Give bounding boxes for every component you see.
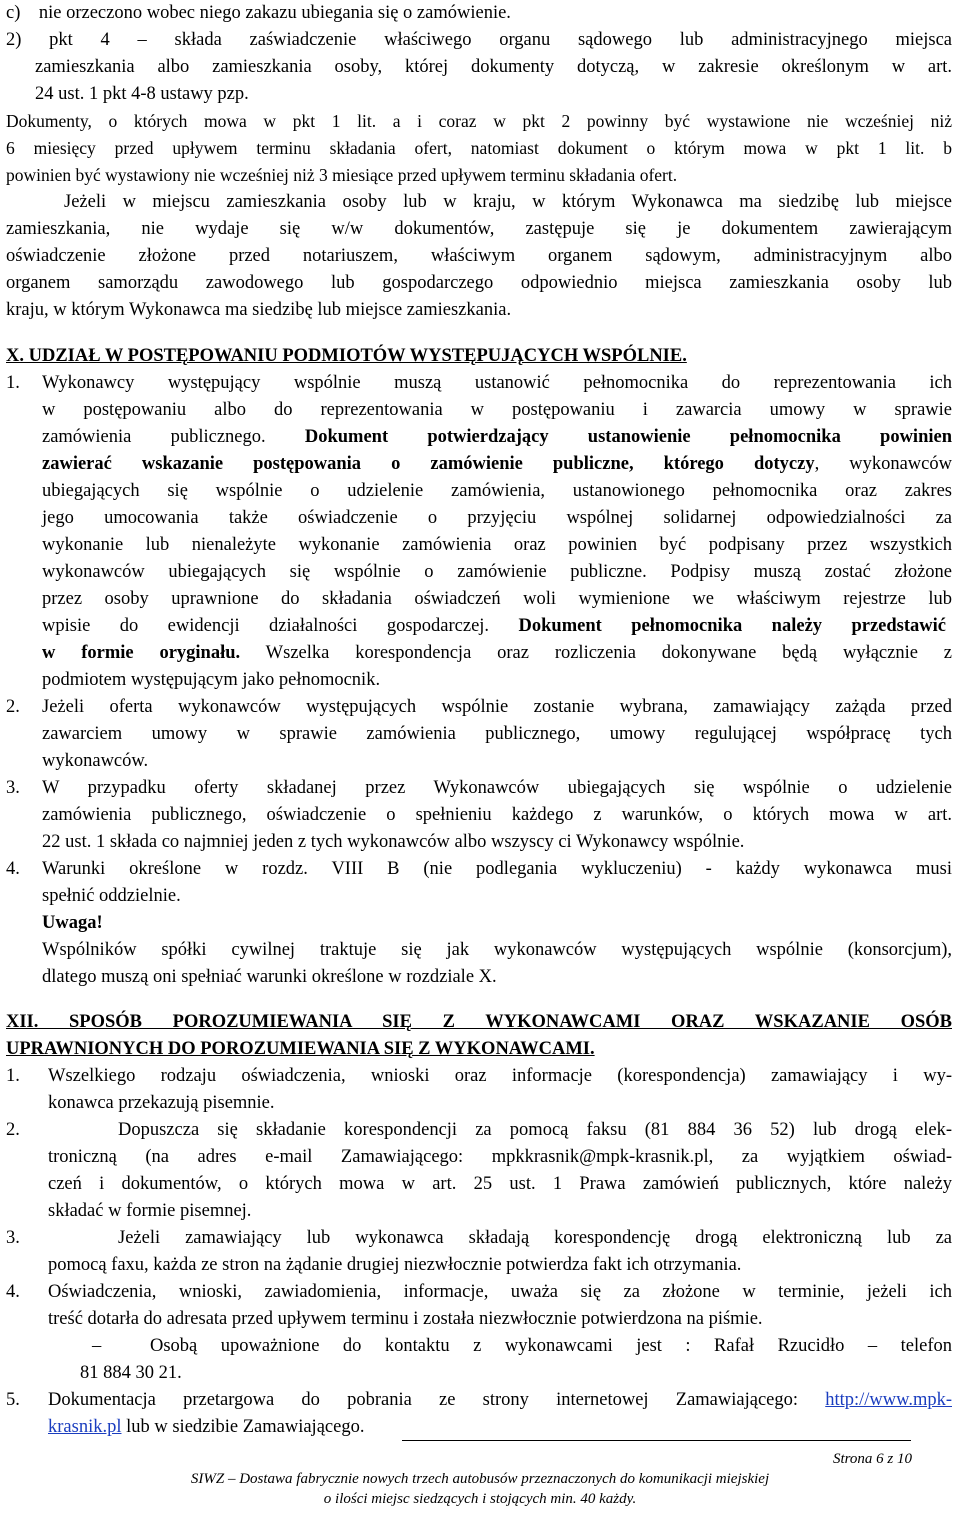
list-item-line: przez osoby uprawnione do składania oświadczeń woli wymienione we właściwym rejestrze lub xyxy=(42,589,952,609)
list-item-line: Warunki określone w rozdz. VIII B (nie podlegania wykluczeniu) - każdy wykonawca musi xyxy=(42,859,952,879)
list-item-line: wykonawców ubiegających się wspólnie o zamówienie publiczne. Podpisy muszą zostać złożone xyxy=(42,562,952,582)
paragraph-line: zamieszkania, nie wydaje się w/w dokumentów, zastępuje się je dokumentem zawierającym xyxy=(6,219,952,239)
list-number: 1. xyxy=(6,373,20,393)
list-item-line: podmiotem występującym jako pełnomocnik. xyxy=(42,670,381,690)
list-item-line: Jeżeli oferta wykonawców występujących wspólnie zostanie wybrana, zamawiający zażąda przed xyxy=(42,697,952,717)
list-item-line: zawarciem umowy w sprawie zamówienia publicznego, umowy regulującej współpracę tych xyxy=(42,724,952,744)
item-c: c) nie orzeczono wobec niego zakazu ubiegania się o zamówienie. xyxy=(6,3,511,23)
list-number: 2. xyxy=(6,1120,20,1140)
list-item-line: wykonawców. xyxy=(42,751,149,771)
list-item-line: w postępowaniu albo do reprezentowania w postępowaniu i zawarcia umowy w sprawie xyxy=(42,400,952,420)
list-item-line: zamówienia publicznego, oświadczenie o spełnieniu każdego z warunków, o których mowa w art. xyxy=(42,805,952,825)
note-line: dlatego muszą oni spełniać warunki określone w rozdziale X. xyxy=(42,967,497,987)
list-item-line: krasnik.pl lub w siedzibie Zamawiającego. xyxy=(48,1417,365,1437)
contact-line: Osobą upoważnione do kontaktu z wykonawcami jest : Rafał Rzucidło – telefon xyxy=(150,1336,952,1356)
list-number: 4. xyxy=(6,1282,20,1302)
paragraph-line: oświadczenie złożone przed notariuszem, właściwym organem sądowym, administracyjnym albo xyxy=(6,246,952,266)
list-item-line: składać w formie pisemnej. xyxy=(48,1201,252,1221)
list-item-line: Jeżeli zamawiający lub wykonawca składają korespondencję drogą elektroniczną lub za xyxy=(118,1228,952,1248)
list-number: 5. xyxy=(6,1390,20,1410)
list-item-line: Wykonawcy występujący wspólnie muszą ustanowić pełnomocnika do reprezentowania ich xyxy=(42,373,952,393)
list-item-line: Dokumentacja przetargowa do pobrania ze strony internetowej Zamawiającego: http://www.mpk- xyxy=(48,1390,952,1410)
list-item-line: zawierać wskazanie postępowania o zamówienie publiczne, którego dotyczy, wykonawców xyxy=(42,454,952,474)
paragraph-line: Dokumenty, o których mowa w pkt 1 lit. a i coraz w pkt 2 powinny być wystawione nie wcześniej niż xyxy=(6,111,952,131)
paragraph-line: 6 miesięcy przed upływem terminu składania ofert, natomiast dokument o którym mowa w pkt 1 lit. b xyxy=(6,138,952,158)
list-number: 2. xyxy=(6,697,20,717)
paragraph-line: Jeżeli w miejscu zamieszkania osoby lub w kraju, w którym Wykonawca ma siedzibę lub miejsce xyxy=(64,192,952,212)
list-number: 3. xyxy=(6,1228,20,1248)
list-item-line: ubiegających się wspólnie o udzielenie zamówienia, ustanowionego pełnomocnika oraz zakres xyxy=(42,481,952,501)
list-item-line: czeń i dokumentów, o których mowa w art. 25 ust. 1 Prawa zamówień publicznych, które należy xyxy=(48,1174,952,1194)
list-item-line: Oświadczenia, wnioski, zawiadomienia, informacje, uważa się za złożone w terminie, jeżeli ich xyxy=(48,1282,952,1302)
section-x-heading: X. UDZIAŁ W POSTĘPOWANIU PODMIOTÓW WYSTĘPUJĄCYCH WSPÓLNIE. xyxy=(6,346,687,366)
list-number: 3. xyxy=(6,778,20,798)
footer-title: SIWZ – Dostawa fabrycznie nowych trzech autobusów przeznaczonych do komunikacji miejskiej xyxy=(190,1471,770,1487)
section-xii-heading: XII. SPOSÓB POROZUMIEWANIA SIĘ Z WYKONAWCAMI ORAZ WSKAZANIE OSÓB xyxy=(6,1012,952,1032)
list-item-line: zamówienia publicznego. Dokument potwierdzający ustanowienie pełnomocnika powinien xyxy=(42,427,953,447)
paragraph-line: zamieszkania albo zamieszkania osoby, której dokumenty dotyczą, w zakresie określonym w art. xyxy=(35,57,952,77)
list-item-line: wykonanie lub nienależyte wykonanie zamówienia oraz powinien być podpisany przez wszystkich xyxy=(42,535,952,555)
list-number: 4. xyxy=(6,859,20,879)
list-item-line: w formie oryginału. Wszelka korespondencja oraz rozliczenia dokonywane będą wyłącznie z xyxy=(42,643,952,663)
dash-bullet: – xyxy=(92,1336,102,1356)
list-item-line: konawca przekazują pisemnie. xyxy=(48,1093,275,1113)
page-number: Strona 6 z 10 xyxy=(832,1451,912,1467)
footer-subtitle: o ilości miejsc siedzących i stojących min. 40 każdy. xyxy=(323,1491,637,1507)
list-item-line: 22 ust. 1 składa co najmniej jeden z tych wykonawców albo wszyscy ci Wykonawcy wspólnie. xyxy=(42,832,745,852)
website-link[interactable]: http://www.mpk- xyxy=(825,1390,952,1410)
section-xii-heading: UPRAWNIONYCH DO POROZUMIEWANIA SIĘ Z WYKONAWCAMI. xyxy=(6,1039,595,1059)
note-label: Uwaga! xyxy=(42,913,103,933)
note-line: Wspólników spółki cywilnej traktuje się jak wykonawców występujących wspólnie (konsorcjum), xyxy=(42,940,952,960)
footer-rule xyxy=(402,1440,911,1441)
list-item-line: treść dotarła do adresata przed upływem terminu i została niezwłocznie potwierdzona na piśmie. xyxy=(48,1309,763,1329)
contact-line: 81 884 30 21. xyxy=(80,1363,182,1383)
list-item-line: W przypadku oferty składanej przez Wykonawców ubiegających się wspólnie o udzielenie xyxy=(42,778,952,798)
website-link[interactable]: krasnik.pl xyxy=(48,1417,122,1437)
paragraph-line: kraju, w którym Wykonawca ma siedzibę lub miejsce zamieszkania. xyxy=(6,300,512,320)
list-item-line: troniczną (na adres e-mail Zamawiającego: mpkkrasnik@mpk-krasnik.pl, za wyjątkiem oświad- xyxy=(48,1147,952,1167)
paragraph-line: powinien być wystawiony nie wcześniej niż 3 miesiące przed upływem terminu składania ofert. xyxy=(6,165,678,185)
list-item-line: jego umocowania także oświadczenie o przyjęciu wspólnej solidarnej odpowiedzialności za xyxy=(42,508,952,528)
list-item-line: Dopuszcza się składanie korespondencji za pomocą faksu (81 884 36 52) lub drogą elek- xyxy=(118,1120,952,1140)
list-number: 1. xyxy=(6,1066,20,1086)
list-item-line: spełnić oddzielnie. xyxy=(42,886,181,906)
paragraph-line: 2) pkt 4 – składa zaświadczenie właściwego organu sądowego lub administracyjnego miejsca xyxy=(6,30,952,50)
paragraph-line: 24 ust. 1 pkt 4-8 ustawy pzp. xyxy=(35,84,249,104)
list-item-line: Wszelkiego rodzaju oświadczenia, wnioski oraz informacje (korespondencja) zamawiający i wy- xyxy=(48,1066,952,1086)
list-item-line: wpisie do ewidencji działalności gospodarczej. Dokument pełnomocnika należy przedstawić xyxy=(42,616,947,636)
list-item-line: pomocą faxu, każda ze stron na żądanie drugiej niezwłocznie potwierdza fakt ich otrzymania. xyxy=(48,1255,742,1275)
paragraph-line: organem samorządu zawodowego lub gospodarczego odpowiednio miejsca zamieszkania osoby lub xyxy=(6,273,952,293)
